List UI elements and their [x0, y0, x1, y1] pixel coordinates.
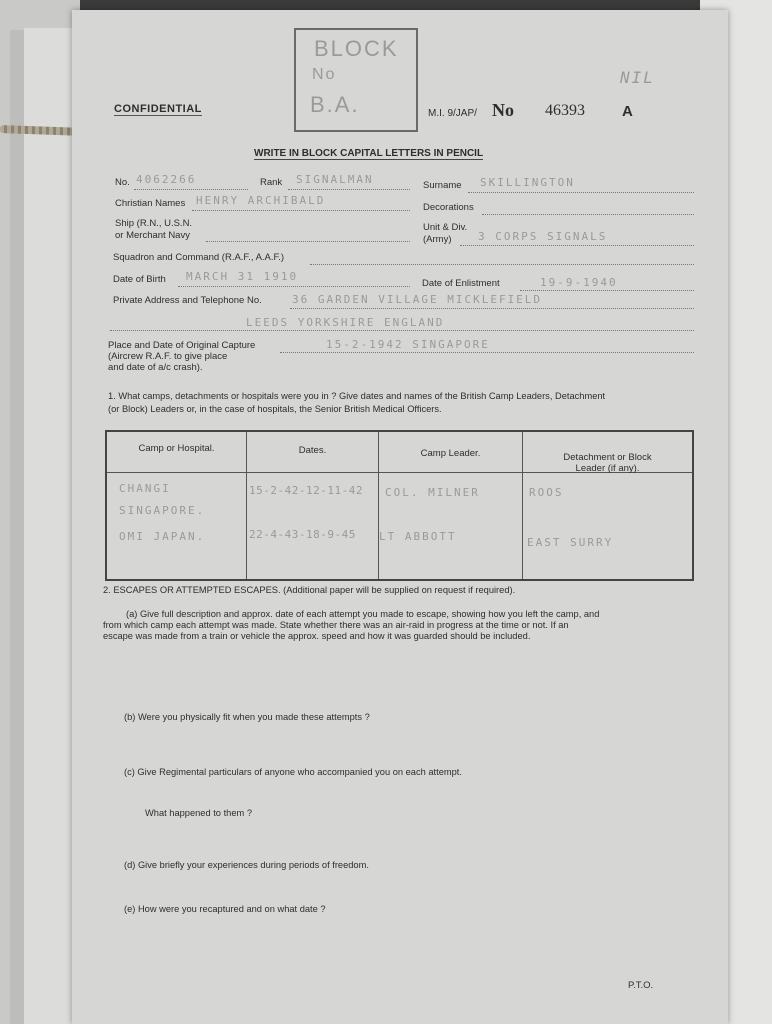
q2-e: (e) How were you recaptured and on what date ? [124, 904, 326, 914]
surname-line [468, 192, 694, 193]
capture-line [280, 352, 694, 353]
address-line-2 [110, 330, 694, 331]
unit-label-1: Unit & Div. [423, 222, 468, 233]
rank-line [288, 189, 410, 190]
capture-value: 15-2-1942 SINGAPORE [326, 338, 490, 351]
row2-leader: LT ABBOTT [379, 530, 457, 543]
row1-camp: CHANGI [119, 482, 171, 495]
row2-detachment: EAST SURRY [527, 536, 614, 549]
enlist-line [520, 290, 694, 291]
stamp-line2: No [312, 66, 337, 83]
form-number: 46393 [545, 102, 585, 119]
surname-label: Surname [423, 180, 462, 191]
q2-a-1: (a) Give full description and approx. date of each attempt you made to escape, showing how you left the camp, and [126, 609, 600, 619]
header-detachment: Detachment or Block [563, 452, 652, 463]
no-label: No. [115, 177, 130, 188]
row1-leader: COL. MILNER [385, 486, 480, 499]
camps-table [105, 430, 694, 581]
enlist-value: 19-9-1940 [540, 276, 618, 289]
block-stamp [294, 28, 418, 132]
dob-value: MARCH 31 1910 [186, 270, 299, 283]
row1-camp-2: SINGAPORE. [119, 504, 206, 517]
address-value-1: 36 GARDEN VILLAGE MICKLEFIELD [292, 293, 543, 306]
row2-dates: 22-4-43-18-9-45 [249, 528, 356, 541]
squadron-label: Squadron and Command (R.A.F., A.A.F.) [113, 252, 285, 263]
christian-label: Christian Names [115, 198, 186, 209]
address-line-1 [290, 308, 694, 309]
row1-detachment: ROOS [529, 486, 564, 499]
squadron-line [310, 264, 694, 265]
capture-label-2: (Aircrew R.A.F. to give place [108, 351, 228, 362]
number-label: No [492, 100, 514, 120]
q2-d: (d) Give briefly your experiences during periods of freedom. [124, 860, 369, 870]
dob-line [178, 286, 410, 287]
rank-value: SIGNALMAN [296, 173, 374, 186]
unit-label-2: (Army) [423, 234, 452, 245]
dob-label: Date of Birth [113, 274, 166, 285]
row2-camp: OMI JAPAN. [119, 530, 206, 543]
unit-line [460, 245, 694, 246]
ship-line [206, 241, 410, 242]
address-value-2: LEEDS YORKSHIRE ENGLAND [246, 316, 445, 329]
nil-note: NIL [620, 68, 655, 87]
form-letter: A [622, 103, 633, 120]
decorations-line [482, 214, 694, 215]
q2-a-2: from which camp each attempt was made. State whether there was an air-raid in progress at the time or not. If an [103, 620, 569, 630]
q2-c-2: What happened to them ? [145, 808, 252, 818]
no-value: 4062266 [136, 173, 197, 186]
q1-text-2: (or Block) Leaders or, in the case of hospitals, the Senior British Medical Officers. [108, 404, 442, 414]
capture-label-3: and date of a/c crash). [108, 362, 203, 373]
capture-label-1: Place and Date of Original Capture [108, 340, 256, 351]
header-camp: Camp or Hospital. [138, 443, 215, 454]
instruction-heading: WRITE IN BLOCK CAPITAL LETTERS IN PENCIL [254, 148, 484, 159]
no-line [134, 189, 248, 190]
unit-value: 3 CORPS SIGNALS [478, 230, 608, 243]
header-leader: Camp Leader. [420, 448, 481, 459]
christian-line [192, 210, 410, 211]
q2-b: (b) Were you physically fit when you made these attempts ? [124, 712, 370, 722]
stamp-line3: B.A. [310, 92, 360, 117]
ship-label-2: or Merchant Navy [115, 230, 190, 241]
header-dates: Dates. [298, 445, 327, 456]
stamp-line1: BLOCK [314, 36, 399, 61]
q2-a-3: escape was made from a train or vehicle the approx. speed and how it was guarded should be included. [103, 631, 531, 641]
surname-value: SKILLINGTON [480, 176, 575, 189]
q2-title: 2. ESCAPES OR ATTEMPTED ESCAPES. (Additional paper will be supplied on request if required). [103, 585, 516, 595]
q1-text-1: 1. What camps, detachments or hospitals were you in ? Give dates and names of the British Camp Leaders, Detachment [108, 391, 606, 401]
decorations-label: Decorations [423, 202, 474, 213]
address-label: Private Address and Telephone No. [113, 295, 262, 306]
enlist-label: Date of Enlistment [422, 278, 500, 289]
pto-label: P.T.O. [628, 980, 654, 991]
ship-label-1: Ship (R.N., U.S.N. [115, 218, 193, 229]
header-detachment-2: Leader (if any). [575, 463, 640, 474]
row1-dates: 15-2-42-12-11-42 [249, 484, 363, 497]
rank-label: Rank [260, 177, 283, 188]
q2-c: (c) Give Regimental particulars of anyone who accompanied you on each attempt. [124, 767, 462, 777]
confidential-label: CONFIDENTIAL [114, 103, 202, 115]
ref-label: M.I. 9/JAP/ [428, 108, 477, 119]
christian-value: HENRY ARCHIBALD [196, 194, 326, 207]
